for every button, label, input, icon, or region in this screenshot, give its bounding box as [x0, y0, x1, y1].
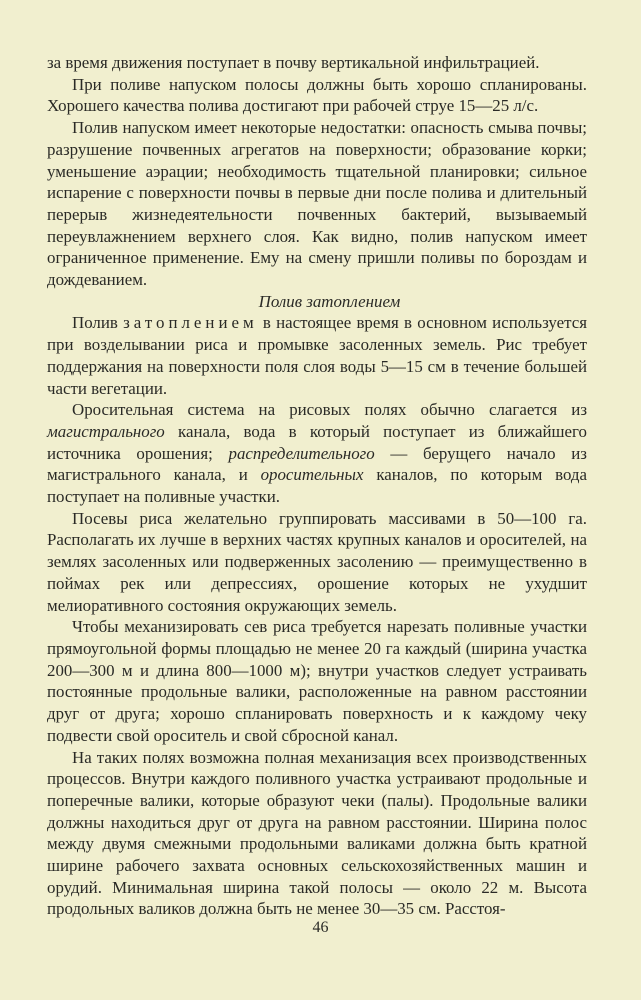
p5-text-1: Оросительная система на рисовых полях обычно слагается из: [72, 400, 587, 420]
page-number: 46: [312, 919, 329, 936]
paragraph-8: На таких полях возможна полная механизация всех производственных процессов. Внутри каждого поливного участка устраивают продольные и поперечные валики, которые образуют чеки (палы). Продольные валики должны находиться друг от друга на равном расстоянии. Ширина полос между двумя смежными продольными валиками должна быть кратной ширине рабочего захвата основных сельскохозяйственных машин и орудий. Минимальная ширина такой полосы — около 22 м. Высота продольных валиков должна быть не менее 30—35 см. Расстоя-: [47, 747, 587, 919]
paragraph-3: Полив напуском имеет некоторые недостатки: опасность смыва почвы; разрушение почвенных агрегатов на поверхности; образование корки; уменьшение аэрации; необходимость тщательной планировки; сильное испарение с поверхности почвы в первые дни после полива и длительный перерыв жизнедеятельности почвенных бактерий, вызываемый переувлажнением верхнего слоя. Как видно, полив напуском имеет ограниченное применение. Ему на смену пришли поливы по бороздам и дождеванием.: [47, 118, 587, 290]
paragraph-7: Чтобы механизировать сев риса требуется нарезать поливные участки прямоугольной формы площадью не менее 20 га каждый (ширина участка 200—300 м и длина 800—1000 м); внутри участков следует устраивать постоянные продольные валики, расположенные на равном расстоянии друг от друга; хорошо спланировать поверхность и к каждому чеку подвести свой ороситель и свой сбросной канал.: [47, 617, 587, 745]
paragraph-6: Посевы риса желательно группировать массивами в 50—100 га. Располагать их лучше в верхних частях крупных каналов и оросителей, на землях засоленных или подверженных засолению — преимущественно в поймах рек или депрессиях, орошение которых не ухудшит мелиоративного состояния окружающих земель.: [47, 508, 587, 615]
paragraph-1: за время движения поступает в почву вертикальной инфильтрацией.: [47, 53, 540, 72]
section-heading: Полив затоплением: [258, 291, 401, 311]
p5-italic-2: распределительного: [228, 443, 375, 463]
p4-spaced-term: затоплением: [123, 313, 258, 333]
paragraph-2: При поливе напуском полосы должны быть хорошо спланированы. Хорошего качества полива достигают при рабочей струе 15—25 л/с.: [47, 74, 587, 116]
p5-text-3: — берущего начало из магистрального канала, и: [47, 443, 587, 485]
p5-italic-3: оросительных: [260, 465, 364, 485]
paragraph-5: [47, 399, 587, 508]
p4-rest: в настоящее время в основном используется при возделывании риса и промывке засоленных земель. Рис требует поддержания на поверхности поля слоя воды 5—15 см в течение большей части вегетации.: [47, 313, 587, 398]
p5-text-2: канала, вода в который поступает из ближайшего источника орошения;: [47, 421, 587, 463]
body-text: [47, 52, 587, 920]
paragraph-4: [47, 312, 587, 399]
p4-lead: Полив: [72, 313, 118, 333]
p5-italic-1: магистрального: [47, 421, 165, 441]
p5-text-4: каналов, по которым вода поступает на поливные участки.: [47, 465, 588, 507]
